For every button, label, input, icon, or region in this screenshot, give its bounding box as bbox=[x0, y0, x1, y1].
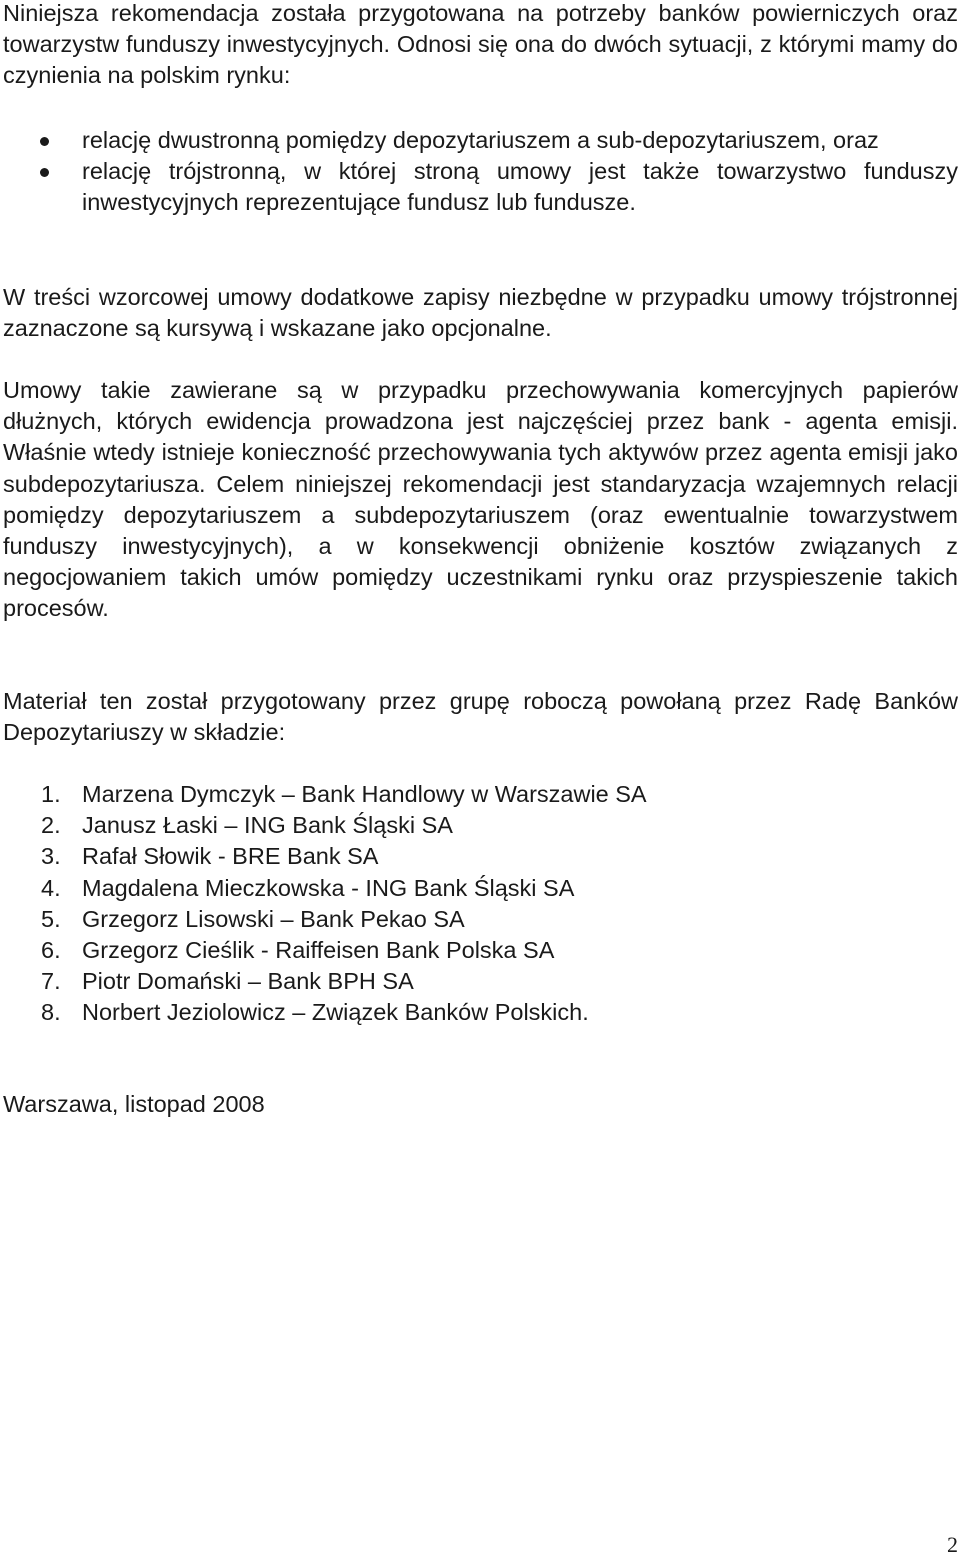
list-number: 6. bbox=[41, 937, 61, 964]
member-text: Grzegorz Cieślik - Raiffeisen Bank Polska SA bbox=[82, 937, 555, 964]
list-number: 2. bbox=[41, 812, 61, 839]
bullet-dot-icon bbox=[40, 168, 49, 177]
bullet-text: relację dwustronną pomiędzy depozytariuszem a sub-depozytariuszem, oraz bbox=[82, 127, 879, 153]
bullet-item bbox=[3, 125, 958, 156]
list-number: 8. bbox=[41, 999, 61, 1026]
paragraph-optional-clauses: W treści wzorcowej umowy dodatkowe zapisy niezbędne w przypadku umowy trójstronnej zaznaczone są kursywą i wskazane jako opcjonalne. bbox=[3, 284, 958, 342]
paragraph-working-group: Materiał ten został przygotowany przez grupę roboczą powołaną przez Radę Banków Depozytariuszy w składzie: bbox=[3, 688, 958, 746]
bullet-dot-icon bbox=[40, 137, 49, 146]
member-text: Norbert Jeziolowicz – Związek Banków Polskich. bbox=[82, 999, 589, 1026]
list-number: 1. bbox=[41, 781, 61, 807]
list-number: 5. bbox=[41, 905, 61, 932]
place-and-date: Warszawa, listopad 2008 bbox=[3, 1091, 265, 1117]
member-text: Janusz Łaski – ING Bank Śląski SA bbox=[82, 812, 453, 839]
list-item bbox=[3, 779, 958, 810]
paragraph-purpose: Umowy takie zawierane są w przypadku przechowywania komercyjnych papierów dłużnych, których ewidencja prowadzona jest najczęściej przez bank - agenta emisji. Właśnie wtedy istnieje konieczność przechowywania tych aktywów przez agenta emisji jako subdepozytariusza. Celem niniejszej rekomendacji jest standaryzacja wzajemnych relacji pomiędzy depozytariuszem a subdepozytariuszem (oraz ewentualnie towarzystwem funduszy inwestycyjnych), a w konsekwencji obniżenie kosztów związanych z negocjowaniem takich umów pomiędzy uczestnikami rynku oraz przyspieszenie takich procesów. bbox=[3, 377, 958, 622]
member-text: Rafał Słowik - BRE Bank SA bbox=[82, 843, 379, 870]
member-text: Piotr Domański – Bank BPH SA bbox=[82, 968, 414, 995]
bullet-item bbox=[3, 156, 958, 218]
member-text: Magdalena Mieczkowska - ING Bank Śląski SA bbox=[82, 874, 575, 901]
list-item bbox=[3, 873, 958, 904]
page-number: 2 bbox=[947, 1532, 958, 1557]
list-number: 4. bbox=[41, 874, 61, 901]
list-item bbox=[3, 841, 958, 872]
situation-bullet-list bbox=[3, 125, 958, 219]
intro-paragraph: Niniejsza rekomendacja została przygotowana na potrzeby banków powierniczych oraz towarzystw funduszy inwestycyjnych. Odnosi się ona do dwóch sytuacji, z którymi mamy do czynienia na polskim rynku: bbox=[3, 0, 958, 89]
bullet-text: relację trójstronną, w której stroną umowy jest także towarzystwo funduszy inwestycyjnych reprezentujące fundusz lub fundusze. bbox=[82, 158, 958, 216]
list-number: 7. bbox=[41, 968, 61, 995]
member-text: Grzegorz Lisowski – Bank Pekao SA bbox=[82, 905, 465, 932]
list-item bbox=[3, 810, 958, 841]
list-item bbox=[3, 966, 958, 997]
working-group-member-list bbox=[3, 779, 958, 1029]
member-text: Marzena Dymczyk – Bank Handlowy w Warszawie SA bbox=[82, 781, 647, 807]
list-item bbox=[3, 935, 958, 966]
list-item bbox=[3, 997, 958, 1028]
list-number: 3. bbox=[41, 843, 61, 870]
list-item bbox=[3, 904, 958, 935]
